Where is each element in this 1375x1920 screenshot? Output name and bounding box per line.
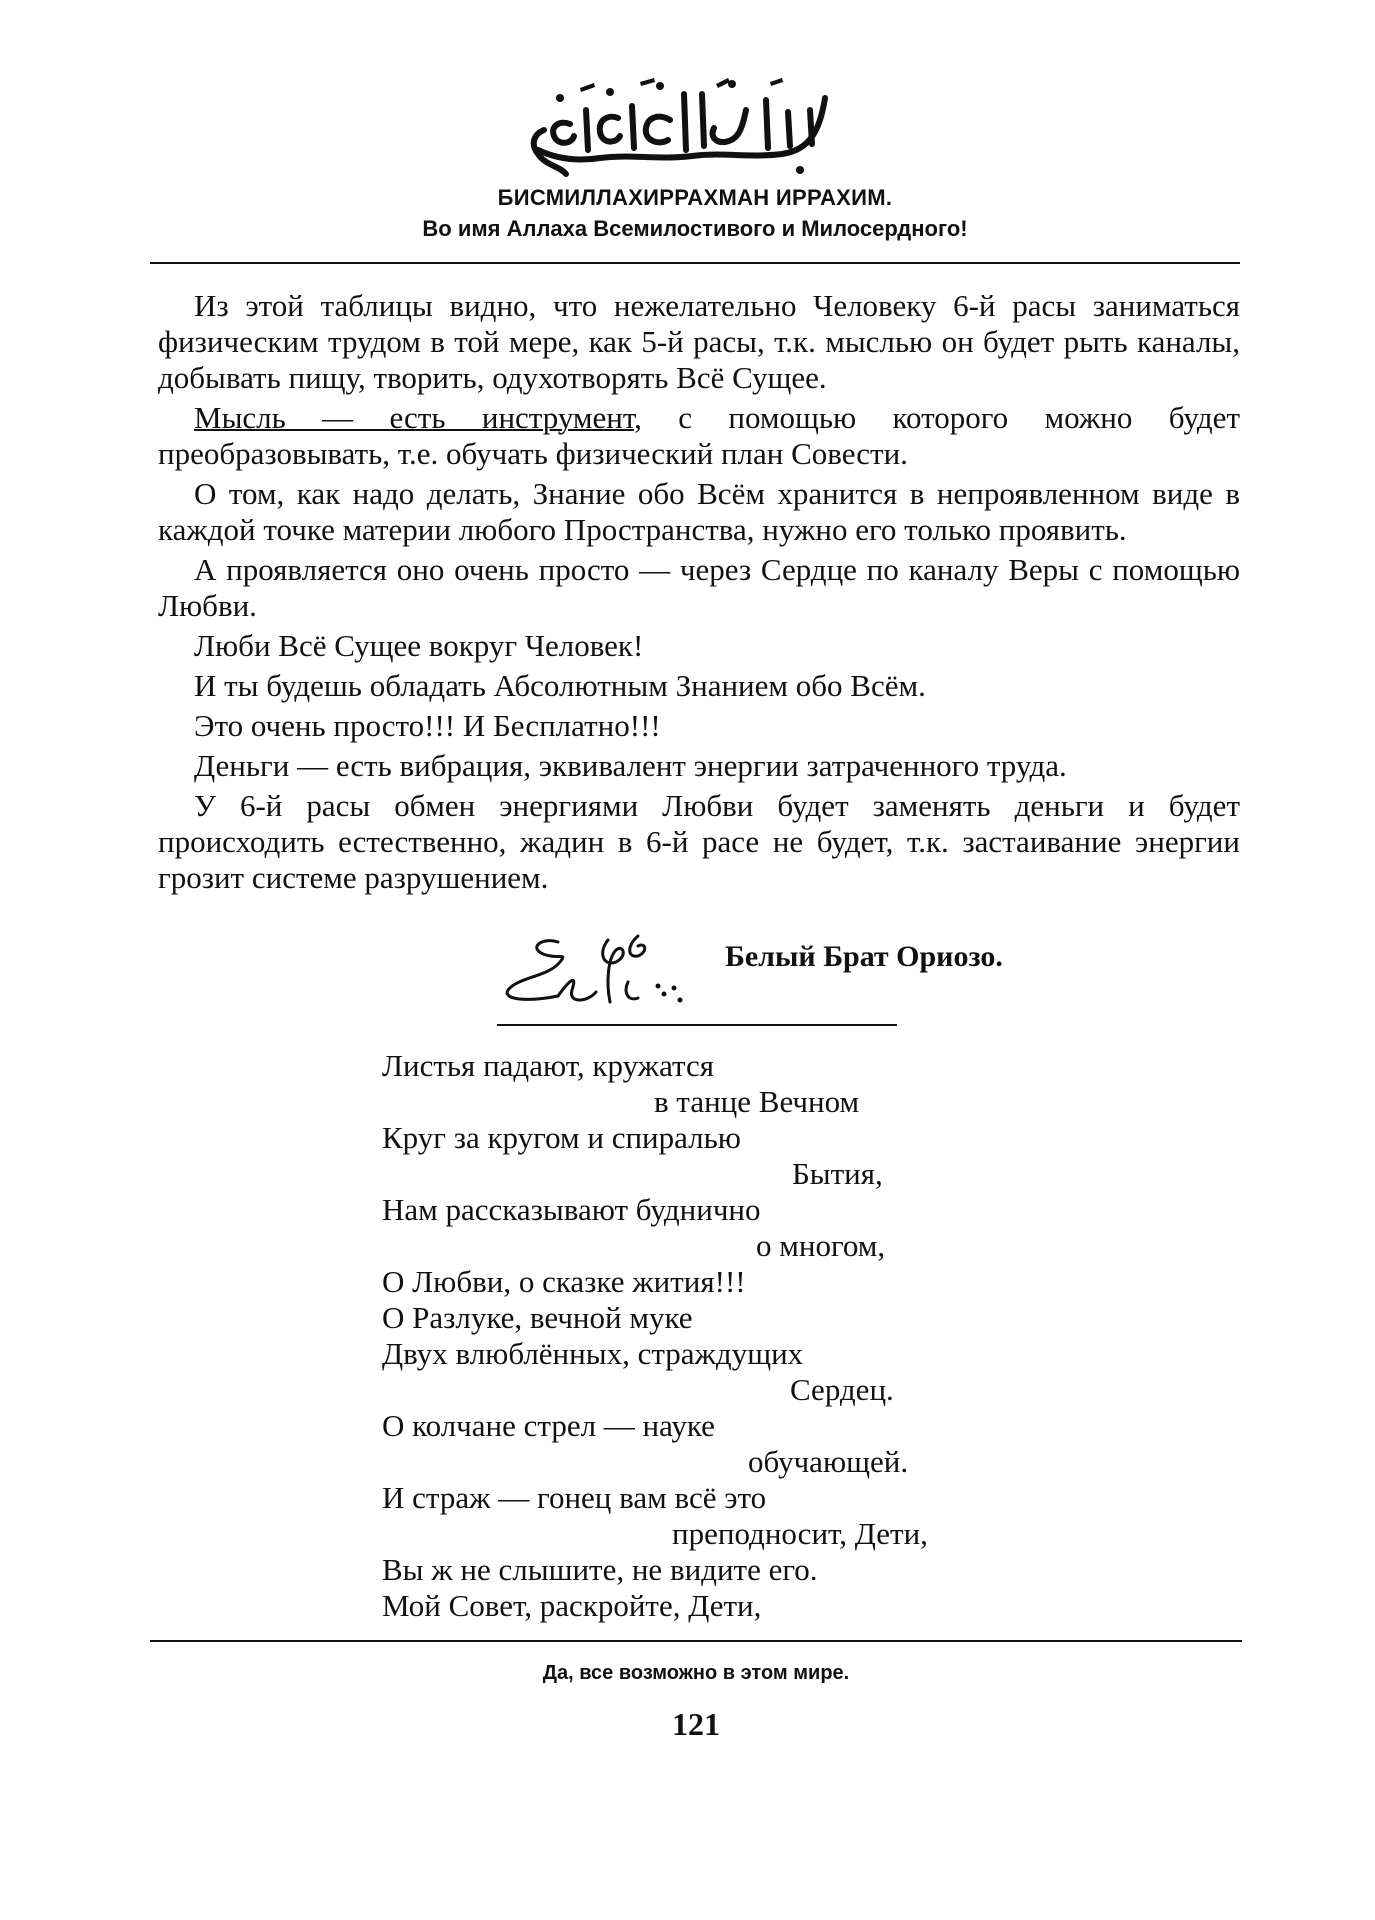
- poem-line: Сердец.: [790, 1372, 894, 1407]
- handwritten-signature: [498, 922, 728, 1017]
- poem-line: Круг за кругом и спиралью: [382, 1120, 741, 1155]
- main-text: [158, 288, 1240, 900]
- underlined-phrase: Мысль — есть инструмент: [194, 400, 635, 435]
- header-divider: [150, 262, 1240, 264]
- poem-line: О Любви, о сказке жития!!!: [382, 1264, 746, 1299]
- paragraph: Это очень просто!!! И Бесплатно!!!: [194, 708, 661, 743]
- poem-line: Нам рассказывают буднично: [382, 1192, 761, 1227]
- poem-line: Вы ж не слышите, не видите его.: [382, 1552, 818, 1587]
- poem-line: Двух влюблённых, страждущих: [382, 1336, 804, 1371]
- paragraph: Деньги — есть вибрация, эквивалент энергии затраченного труда.: [194, 748, 1067, 783]
- poem-line: О колчане стрел — науке: [382, 1408, 715, 1443]
- poem-line: Мой Совет, раскройте, Дети,: [382, 1588, 762, 1623]
- page-number: 121: [672, 1706, 720, 1742]
- footer-motto: Да, все возможно в этом мире.: [542, 1662, 850, 1684]
- paragraph: И ты будешь обладать Абсолютным Знанием обо Всём.: [194, 668, 926, 703]
- poem-line: И страж — гонец вам всё это: [382, 1480, 767, 1515]
- poem-line: о многом,: [756, 1228, 886, 1263]
- section-divider: [497, 1024, 897, 1026]
- poem-line: Листья падают, кружатся: [382, 1048, 714, 1083]
- poem-line: Бытия,: [792, 1156, 883, 1191]
- paragraph: А проявляется оно очень просто — через Сердце по каналу Веры с помощью Любви.: [158, 552, 1240, 623]
- paragraph: Люби Всё Сущее вокруг Человек!: [194, 628, 644, 663]
- signature-name: Белый Брат Ориозо.: [725, 940, 1003, 973]
- poem-line: обучающей.: [748, 1444, 909, 1479]
- paragraph: У 6-й расы обмен энергиями Любви будет заменять деньги и будет происходить естественно, жадин в 6-й расе не будет, т.к. застаивание энергии грозит системе разрушением.: [158, 788, 1240, 895]
- paragraph: Из этой таблицы видно, что нежелательно Человеку 6-й расы заниматься физическим трудом в той мере, как 5-й расы, т.к. мыслью он будет рыть каналы, добывать пищу, творить, одухотворять Всё Сущее.: [158, 288, 1240, 395]
- paragraph-rest: , с помощью которого можно будет преобразовывать, т.е. обучать физический план Совести.: [158, 400, 1240, 471]
- paragraph: [158, 400, 1240, 472]
- poem-line: О Разлуке, вечной муке: [382, 1300, 693, 1335]
- poem-line: преподносит, Дети,: [672, 1516, 928, 1551]
- header-title: БИСМИЛЛАХИРРАХМАН ИРРАХИМ.: [497, 185, 893, 210]
- poem-line: в танце Вечном: [654, 1084, 860, 1119]
- header-subtitle: Во имя Аллаха Всемилостивого и Милосердного!: [422, 216, 968, 241]
- bismillah-calligraphy: [520, 70, 850, 180]
- paragraph: О том, как надо делать, Знание обо Всём хранится в непроявленном виде в каждой точке материи любого Пространства, нужно его только проявить.: [158, 476, 1240, 547]
- footer-divider: [150, 1640, 1242, 1642]
